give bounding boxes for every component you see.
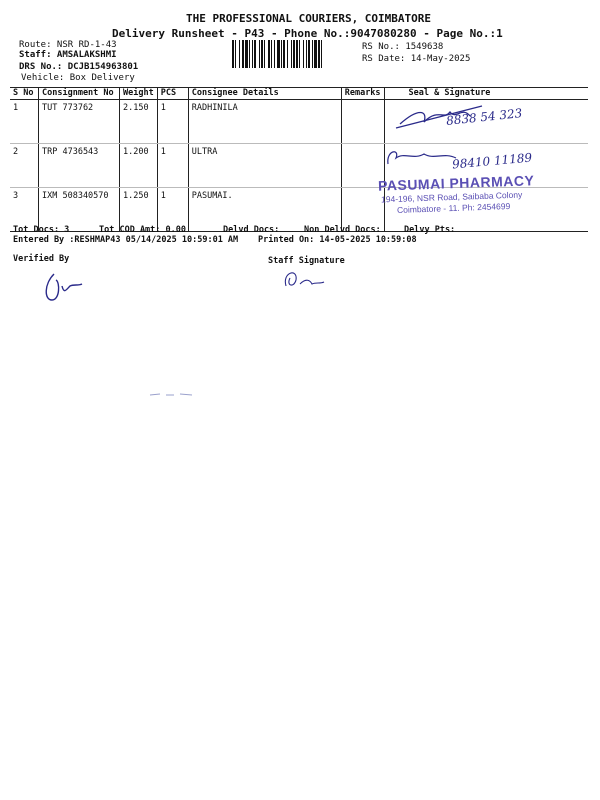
- stamp-name: PASUMAI PHARMACY: [377, 172, 535, 194]
- cell-consignee: ULTRA: [188, 144, 341, 188]
- handwritten-phone-row1: 8838 54 323: [445, 106, 523, 128]
- stamp-city-phone: Coimbatore - 11. Ph: 2454699: [396, 201, 511, 215]
- cell-pcs: 1: [157, 100, 188, 144]
- barcode: [232, 40, 357, 68]
- staff-signature-mark: [280, 266, 330, 292]
- handwritten-phone-row2: 98410 11189: [451, 150, 533, 172]
- col-consignment: Consignment No: [39, 88, 120, 100]
- route: Route: NSR RD-1-43: [19, 40, 117, 50]
- printed-on: Printed On: 14-05-2025 10:59:08: [258, 235, 417, 245]
- cell-sno: 3: [10, 188, 39, 232]
- verified-by-label: Verified By: [13, 254, 70, 264]
- col-weight: Weight: [120, 88, 158, 100]
- stamp-address: 194-196, NSR Road, Saibaba Colony: [380, 189, 523, 205]
- col-remarks: Remarks: [341, 88, 384, 100]
- col-seal-signature: Seal & Signature: [384, 88, 588, 100]
- cell-sno: 1: [10, 100, 39, 144]
- verified-by-signature: [40, 268, 90, 308]
- rs-number: RS No.: 1549638: [362, 42, 444, 52]
- col-pcs: PCS: [157, 88, 188, 100]
- col-sno: S No: [10, 88, 39, 100]
- rs-date: RS Date: 14-May-2025: [362, 54, 471, 64]
- cell-consignment: IXM 508340570: [39, 188, 120, 232]
- delivery-points: Delvy Pts:: [404, 225, 456, 235]
- cell-weight: 1.250: [120, 188, 158, 232]
- staff-signature-label: Staff Signature: [268, 256, 345, 266]
- cell-consignee: RADHINILA: [188, 100, 341, 144]
- cell-weight: 1.200: [120, 144, 158, 188]
- drs-number: DRS No.: DCJB154963801: [19, 62, 139, 72]
- total-docs: Tot Docs: 3: [13, 225, 70, 235]
- cell-sno: 2: [10, 144, 39, 188]
- total-cod-amount: Tot COD Amt: 0.00: [99, 225, 186, 235]
- col-consignee: Consignee Details: [188, 88, 341, 100]
- cell-weight: 2.150: [120, 100, 158, 144]
- entered-by: Entered By :RESHMAP43 05/14/2025 10:59:01 AM: [13, 235, 239, 245]
- cell-consignment: TRP 4736543: [39, 144, 120, 188]
- runsheet-title: Delivery Runsheet - P43 - Phone No.:9047080280 - Page No.:1: [112, 27, 503, 40]
- cell-consignee: PASUMAI.: [188, 188, 341, 232]
- staff: Staff: AMSALAKSHMI: [19, 50, 117, 60]
- vehicle: Vehicle: Box Delivery: [21, 73, 135, 83]
- cell-pcs: 1: [157, 188, 188, 232]
- cell-pcs: 1: [157, 144, 188, 188]
- cell-consignment: TUT 773762: [39, 100, 120, 144]
- company-name: THE PROFESSIONAL COURIERS, COIMBATORE: [186, 12, 432, 25]
- barcode-bar: [322, 40, 324, 68]
- non-delivered-docs: Non Delvd Docs:: [304, 225, 381, 235]
- stray-ink-mark: [148, 390, 198, 400]
- delivered-docs: Delvd Docs:: [223, 225, 280, 235]
